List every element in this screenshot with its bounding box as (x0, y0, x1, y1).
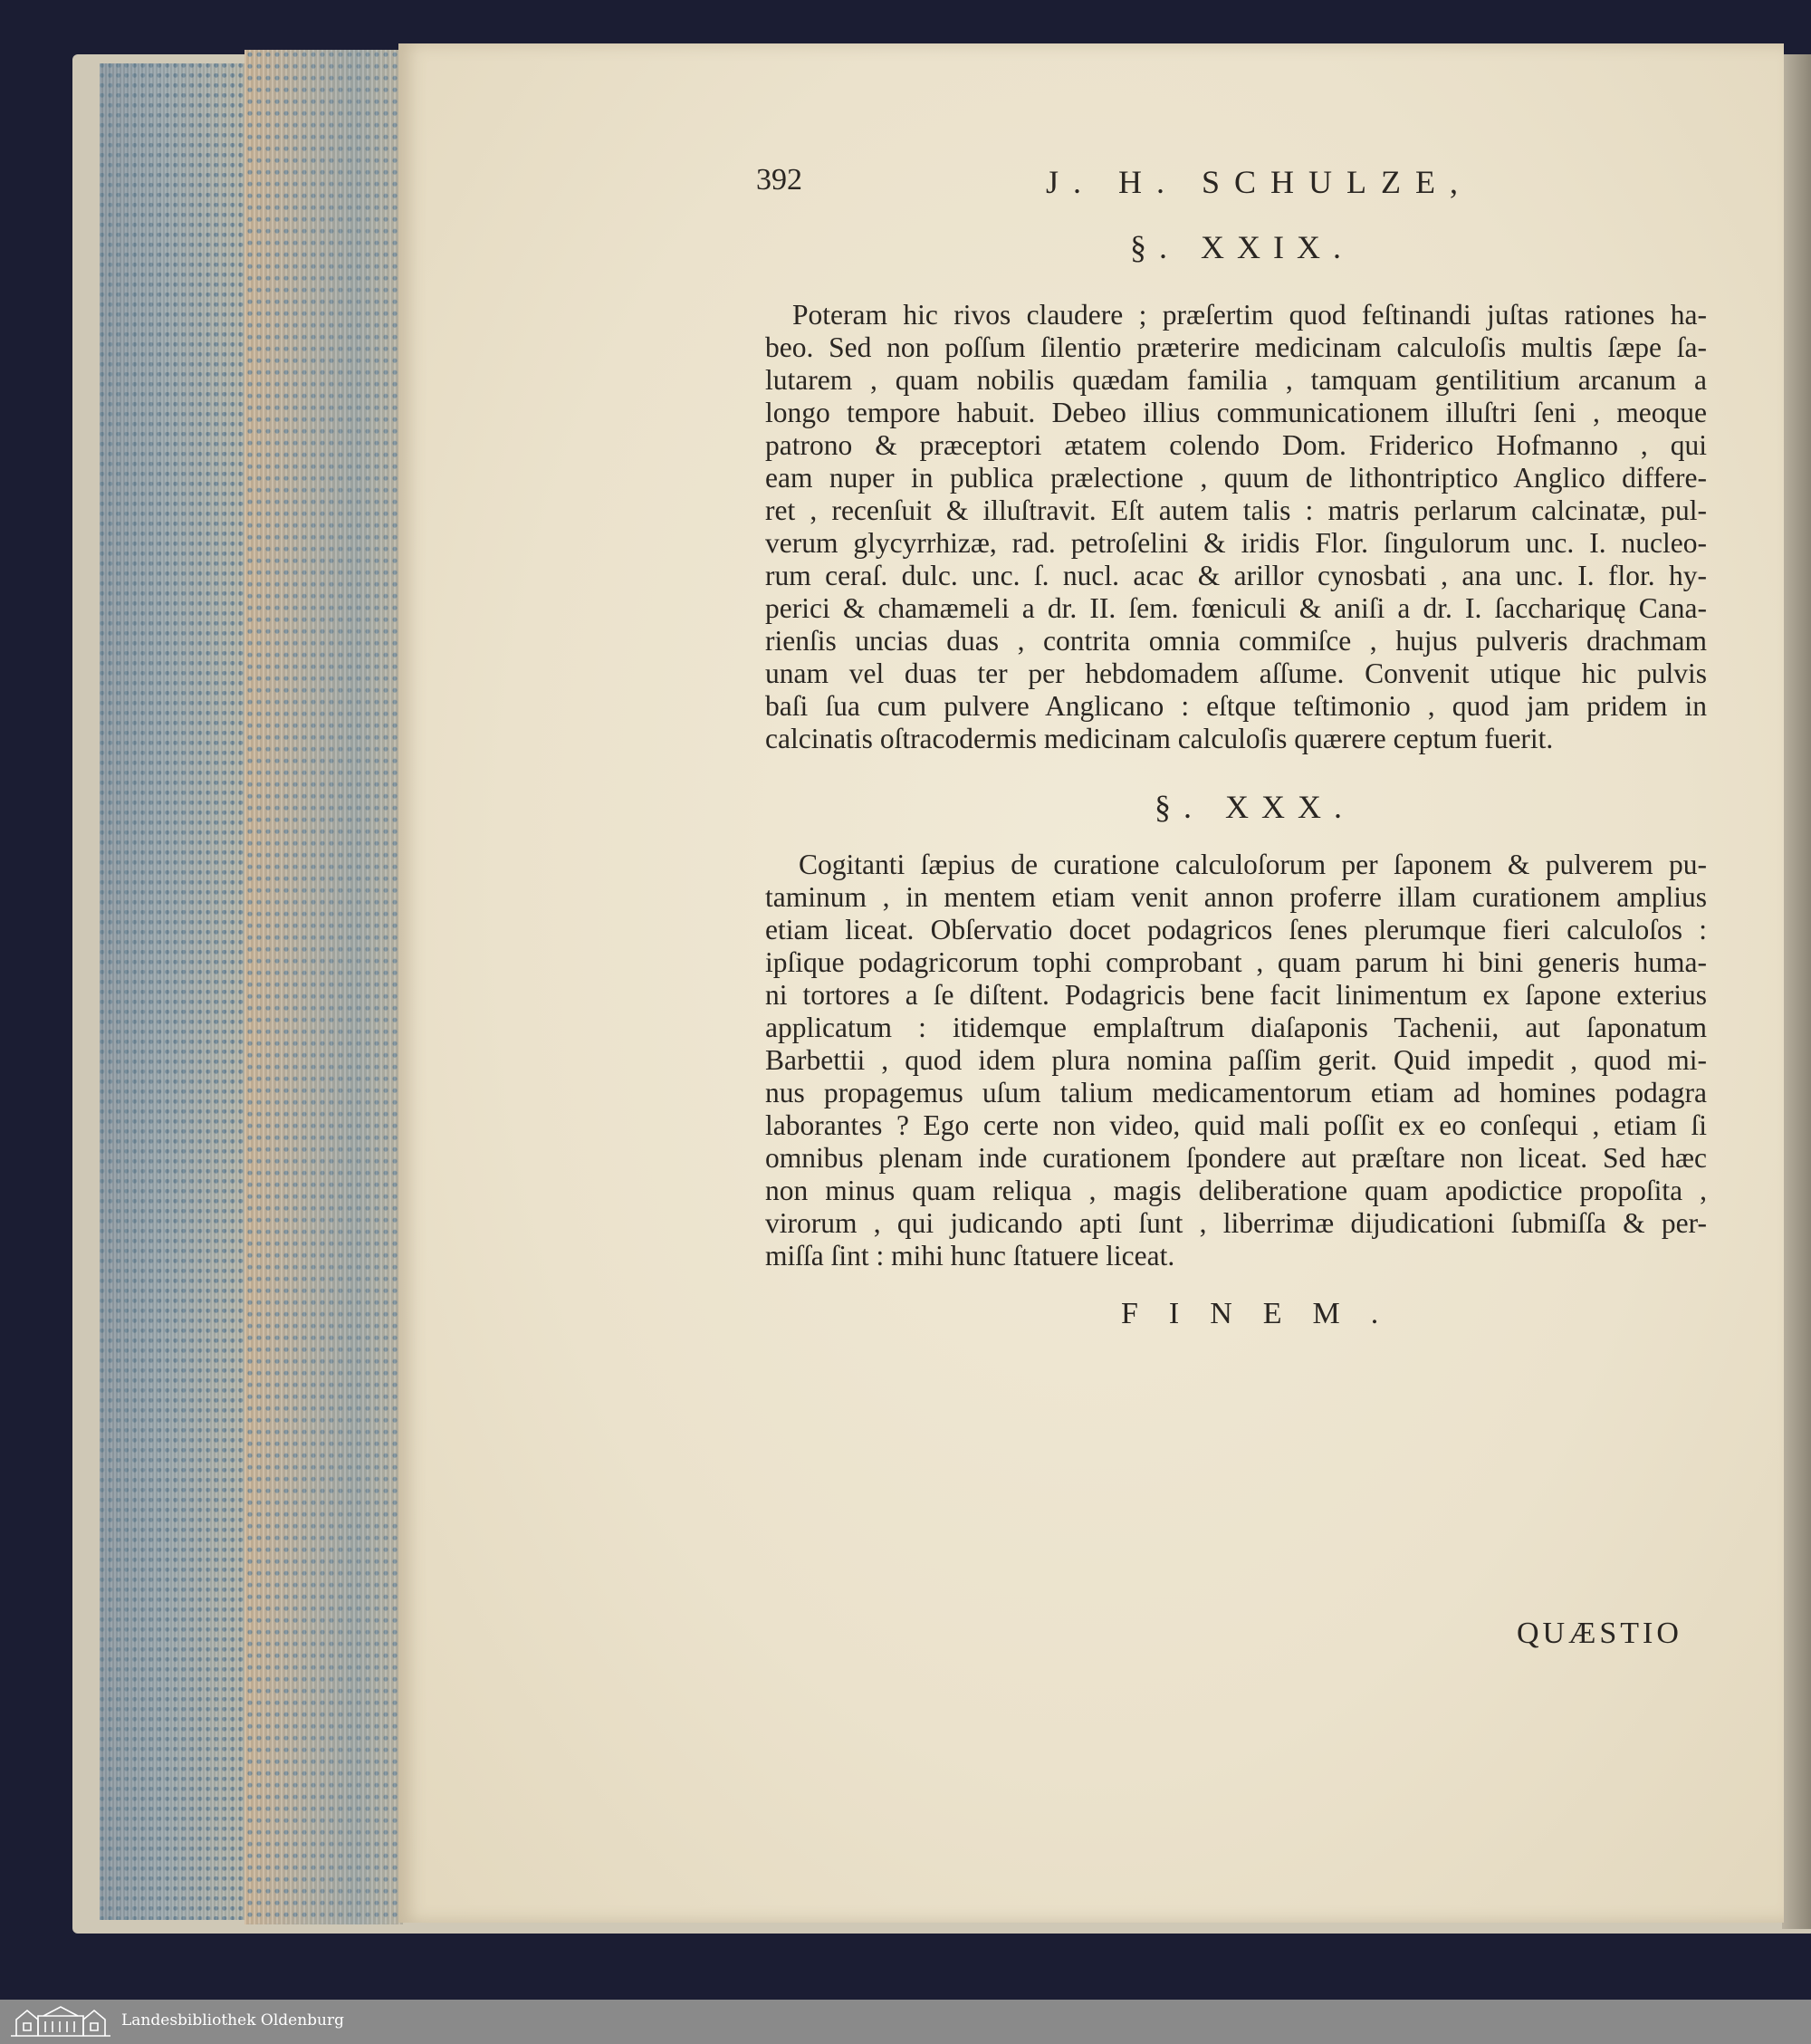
facing-page-edge (1782, 54, 1811, 1929)
text-line: baſi ſua cum pulvere Anglicano : eſtque teſtimonio , quod jam pridem in (765, 690, 1707, 722)
text-line: etiam liceat. Obſervatio docet podagricos ſenes plerumque fieri calculoſos : (765, 914, 1707, 945)
text-line: patrono & præceptori ætatem colendo Dom. Friderico Hofmanno , qui (765, 429, 1707, 461)
running-head-title: J. H. SCHULZE, (1046, 164, 1473, 200)
text-line: omnibus plenam inde curationem ſpondere aut præſtare non liceat. Sed hæc (765, 1142, 1707, 1174)
page-number: 392 (756, 163, 802, 197)
page-edges-inner (244, 50, 403, 1924)
text-line: Cogitanti ſæpius de curatione calculoſorum per ſaponem & pulverem pu- (799, 849, 1707, 880)
catchword: QUÆSTIO (1517, 1617, 1682, 1650)
text-line: unam vel duas ter per hebdomadem aſſume. Convenit utique hic pulvis (765, 657, 1707, 689)
text-line: rienſis uncias duas , contrita omnia commiſce , hujus pulveris drachmam (765, 625, 1707, 657)
section-heading-29: §. XXIX. (1130, 229, 1354, 265)
text-line: perici & chamæmeli a dr. II. ſem. fœniculi & aniſi a dr. I. ſacchariquę Cana- (765, 592, 1707, 624)
section-heading-30: §. XXX. (1155, 789, 1355, 825)
text-line: ni tortores a ſe diſtent. Podagricis bene facit linimentum ex ſapone exterius (765, 979, 1707, 1011)
text-line: calcinatis oſtracodermis medicinam calculoſis quærere ceptum fuerit. (765, 723, 1554, 754)
page-edges (100, 63, 254, 1920)
library-name: Landesbibliothek Oldenburg (121, 2011, 345, 2030)
text-line: laborantes ? Ego certe non video, quid mali poſſit ex eo conſequi , etiam ſi (765, 1109, 1707, 1141)
text-line: non minus quam reliqua , magis deliberatione quam apodictice propoſita , (765, 1175, 1707, 1206)
finis-mark: FINEM. (1121, 1297, 1410, 1330)
text-line: eam nuper in publica prælectione , quum de lithontriptico Anglico differe- (765, 462, 1707, 494)
text-line: ipſique podagricorum tophi comprobant , quam parum hi bini generis huma- (765, 946, 1707, 978)
text-line: lutarem , quam nobilis quædam familia , tamquam gentilitium arcanum a (765, 364, 1707, 396)
text-line: ret , recenſuit & illuſtravit. Eſt autem talis : matris perlarum calcinatæ, pul- (765, 494, 1707, 526)
running-head (756, 163, 1716, 208)
text-line: miſſa ſint : mihi hunc ſtatuere liceat. (765, 1240, 1175, 1272)
library-building-logo (7, 2003, 114, 2039)
text-line: longo tempore habuit. Debeo illius communicationem illuſtri ſeni , meoque (765, 397, 1707, 428)
text-line: nus propagemus uſum talium medicamentorum etiam ad homines podagra (765, 1077, 1707, 1108)
text-line: Barbettii , quod idem plura nomina paſſim gerit. Quid impedit , quod mi- (765, 1044, 1707, 1076)
text-line: beo. Sed non poſſum ſilentio præterire medicinam calculoſis multis ſæpe ſa- (765, 331, 1707, 363)
text-line: verum glycyrrhizæ, rad. petroſelini & iridis Flor. ſingulorum unc. I. nucleo- (765, 527, 1707, 559)
text-line: applicatum : itidemque emplaſtrum diaſaponis Tachenii, aut ſaponatum (765, 1012, 1707, 1043)
footer-bar (0, 2000, 1811, 2044)
text-line: taminum , in mentem etiam venit annon proferre illam curationem amplius (765, 881, 1707, 913)
text-line: rum ceraſ. dulc. unc. ſ. nucl. acac & arillor cynosbati , ana unc. I. flor. hy- (765, 560, 1707, 591)
text-line: virorum , qui judicando apti ſunt , liberrimæ dijudicationi ſubmiſſa & per- (765, 1207, 1707, 1239)
text-line: Poteram hic rivos claudere ; præſertim quod feſtinandi juſtas rationes ha- (792, 299, 1707, 331)
